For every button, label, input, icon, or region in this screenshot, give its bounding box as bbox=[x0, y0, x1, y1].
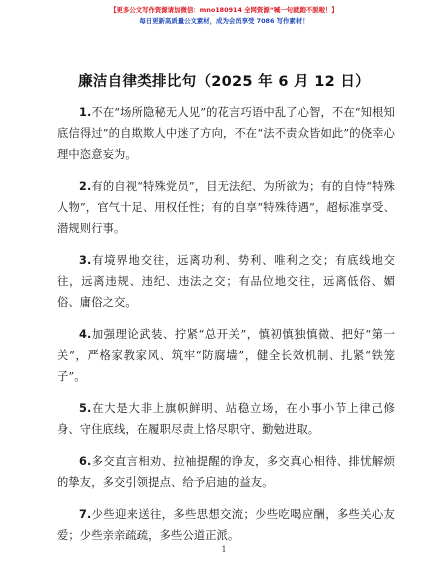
paragraph-number: 1. bbox=[79, 106, 92, 119]
document-title: 廉洁自律类排比句（2025 年 6 月 12 日） bbox=[78, 74, 370, 90]
paragraph-number: 5. bbox=[79, 402, 92, 415]
paragraph-number: 4. bbox=[79, 328, 92, 341]
document-body bbox=[57, 102, 395, 557]
paragraph-1 bbox=[57, 102, 395, 165]
paragraph-4 bbox=[57, 324, 395, 387]
paragraph-text: 有的自视“特殊党员”，目无法纪、为所欲为；有的自恃“特殊人物”，官气十足、用权任性；有的自享“特殊待遇”，超标准享受、潜规则行事。 bbox=[57, 180, 395, 235]
paragraph-number: 2. bbox=[79, 180, 92, 193]
paragraph-text: 多交直言相劝、拉袖提醒的诤友，多交真心相待、排忧解烦的挚友，多交引领提点、给予启迪的益友。 bbox=[57, 455, 395, 489]
page-number: 1 bbox=[221, 545, 227, 554]
paragraph-7 bbox=[57, 504, 395, 546]
paragraph-2 bbox=[57, 176, 395, 239]
paragraph-text: 不在“场所隐秘无人见”的花言巧语中乱了心智，不在“知根知底信得过”的自欺欺人中迷了方向，不在“法不责众皆如此”的侥幸心理中恣意妄为。 bbox=[57, 106, 395, 161]
paragraph-text: 加强理论武装、拧紧“总开关”，慎初慎独慎微、把好“第一关”，严格家教家风、筑牢“防腐墙”，健全长效机制、扎紧“铁笼子”。 bbox=[57, 328, 395, 383]
paragraph-text: 在大是大非上旗帜鲜明、站稳立场，在小事小节上律己修身、守住底线，在履职尽责上恪尽职守、勤勉进取。 bbox=[57, 402, 395, 436]
promo-banner-line-1: 【更多公文写作资源请加微信：mno180914 全网资源“喊一句就跑不脱啦！】 bbox=[110, 6, 338, 14]
paragraph-number: 3. bbox=[79, 254, 92, 267]
paragraph-5 bbox=[57, 398, 395, 440]
paragraph-number: 6. bbox=[79, 455, 92, 468]
paragraph-number: 7. bbox=[79, 508, 92, 521]
promo-banner bbox=[0, 5, 448, 27]
paragraph-text: 少些迎来送往，多些思想交流；少些吃喝应酬，多些关心友爱；少些亲亲疏疏，多些公道正派。 bbox=[57, 508, 395, 542]
paragraph-text: 有境界地交往，远离功利、势利、唯利之交；有底线地交往，远离违规、违纪、违法之交；有品位地交往，远离低俗、媚俗、庸俗之交。 bbox=[57, 254, 395, 309]
paragraph-3 bbox=[57, 250, 395, 313]
paragraph-6 bbox=[57, 451, 395, 493]
promo-banner-line-2: 每日更新高质量公文素材，成为会员享受 7086 写作素材！ bbox=[139, 17, 309, 25]
